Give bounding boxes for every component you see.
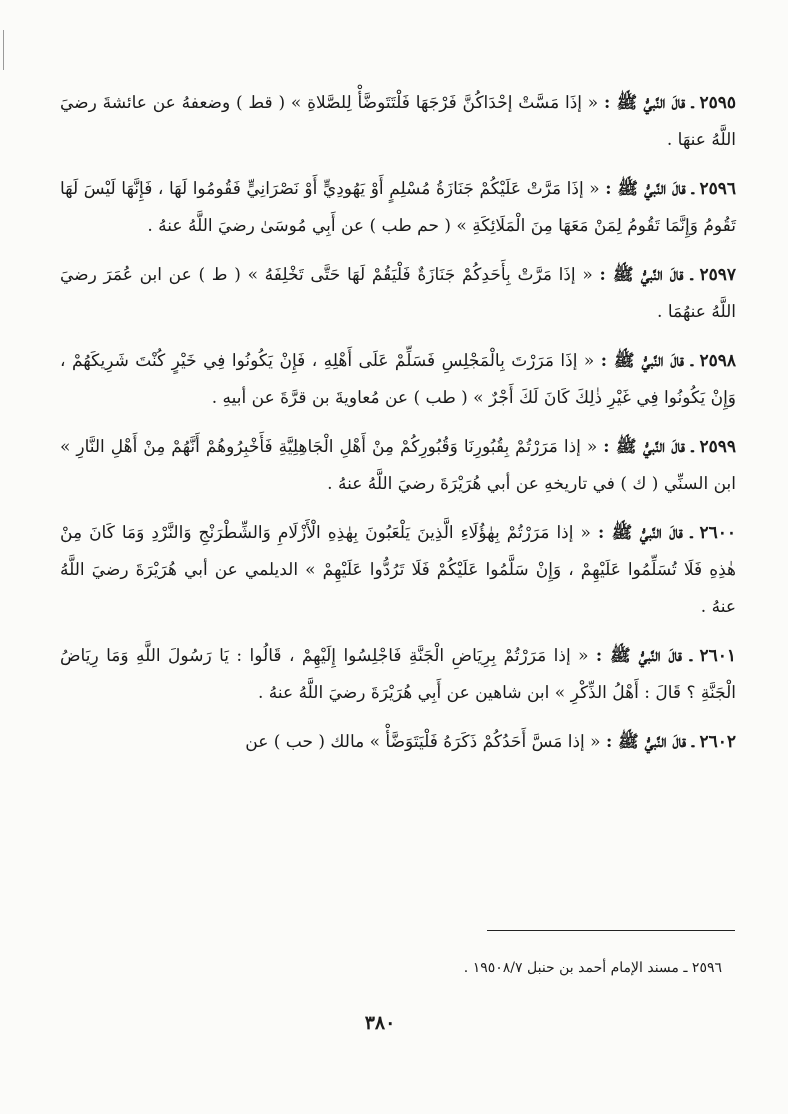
hadith-text: « إذَا مَرَّتْ بِأَحَدِكُمْ جَنَازَةٌ فَلْيَقُمْ لَهَا حَتَّى تَخْلِفَهُ » ( ط ) عن ابن عُمَرَ رضيَ اللَّهُ عنهُمَا .: [60, 265, 736, 322]
hadith-lead: ـ قالَ النَّبيُّ ﷺ :: [604, 93, 694, 113]
hadith-number: ٢٥٩٩: [699, 437, 736, 457]
hadith-2601: [60, 638, 736, 712]
scan-edge-mark: [3, 30, 4, 70]
hadith-text: « إذَا مَرَرْتَ بِالْمَجْلِسِ فَسَلِّمْ عَلَى أَهْلِهِ ، فَإِنْ يَكُونُوا فِي خَيْرٍ كُنْتَ شَرِيكَهُمْ ، وَإِنْ يَكُونُوا فِي غَيْرِ ذٰلِكَ كَانَ لَكَ أَجْرٌ » ( طب ) عن مُعاويةَ بن قرَّةَ عن أبيهِ .: [60, 351, 736, 408]
hadith-2597: [60, 257, 736, 331]
hadith-text: « إذَا مَسَّتْ إحْدَاكُنَّ فَرْجَهَا فَلْتَتَوضَّأْ لِلصَّلاةِ » ( قط ) وضعفهُ عن عائشةَ رضيَ اللَّهُ عنهَا .: [60, 93, 736, 150]
hadith-number: ٢٥٩٧: [699, 265, 737, 285]
hadith-2598: [60, 343, 736, 417]
hadith-2595: [60, 85, 736, 159]
hadith-number: ٢٥٩٨: [699, 351, 736, 371]
hadith-text: « إذا مَرَرْتُمْ بِقُبُورِنَا وَقُبُورِكُمْ مِنْ أَهْلِ الْجَاهِلِيَّةِ فَأَخْبِرُوهُمْ أَنَّهُمْ مِنْ أَهْلِ النَّارِ » ابن السنِّي ( ك ) في تاريخهِ عن أبي هُرَيْرَةَ رضيَ اللَّهُ عنهُ .: [60, 437, 736, 494]
hadith-lead: ـ قالَ النَّبيُّ ﷺ :: [605, 179, 694, 199]
page-number: ٣٨٠: [364, 1012, 396, 1034]
hadith-lead: ـ قالَ النَّبيُّ ﷺ :: [595, 646, 693, 666]
hadith-text: « إذَا مَرَّتْ عَلَيْكُمْ جَنَازَةُ مُسْلِمٍ أَوْ يَهُودِيٍّ أَوْ نَصْرَانِيٍّ فَقُومُوا لَهَا ، فَإِنَّهَا لَيْسَ لَهَا تَقُومُ وَإِنَّمَا تَقُومُ لِمَنْ مَعَهَا مِنَ الْمَلَائِكَةِ » ( حم طب ) عن أَبِي مُوسَىٰ رضيَ اللَّهُ عنهُ .: [60, 179, 736, 236]
hadith-number: ٢٥٩٦: [699, 179, 736, 199]
hadith-number: ٢٦٠٠: [699, 523, 737, 543]
hadith-number: ٢٥٩٥: [699, 93, 736, 113]
hadith-2600: [60, 515, 736, 626]
hadith-lead: ـ قالَ النَّبيُّ ﷺ :: [603, 437, 694, 457]
hadith-2599: [60, 429, 736, 503]
hadith-lead: ـ قالَ النَّبيُّ ﷺ :: [605, 732, 695, 752]
hadith-lead: ـ قالَ النَّبيُّ ﷺ :: [597, 523, 693, 543]
hadith-2596: [60, 171, 736, 245]
hadith-lead: ـ قالَ النَّبيُّ ﷺ :: [600, 351, 693, 371]
hadith-number: ٢٦٠٢: [699, 732, 736, 752]
hadith-text: « إذا مَرَرْتُمْ بِهٰؤُلَاءِ الَّذِينَ يَلْعَبُونَ بِهٰذِهِ الْأَزْلَامِ وَالشِّطْرَنْجِ وَالنَّرْدِ وَمَا كَانَ مِنْ هٰذِهِ فَلَا تُسَلِّمُوا عَلَيْهِمْ ، وَإِنْ سَلَّمُوا عَلَيْكُمْ فَلَا تَرُدُّوا عَلَيْهِمْ » الديلمي عن أبي هُرَيْرَةَ رضيَ اللَّهُ عنهُ .: [60, 523, 736, 617]
page-body: [60, 85, 736, 773]
hadith-text: « إذا مَرَرْتُمْ بِرِيَاضِ الْجَنَّةِ فَاجْلِسُوا إِلَيْهِمْ ، قَالُوا : يَا رَسُولَ اللَّهِ وَمَا رِيَاضُ الْجَنَّةِ ؟ قَالَ : أَهْلُ الذِّكْرِ » ابن شاهين عن أَبِي هُرَيْرَةَ رضيَ اللَّهُ عنهُ .: [60, 646, 736, 703]
hadith-2602: [60, 724, 736, 761]
footnote: ٢٥٩٦ ـ مسند الإمام أحمد بن حنبل ١٩٥٠٨/٧ .: [463, 960, 722, 976]
hadith-number: ٢٦٠١: [699, 646, 736, 666]
hadith-lead: ـ قالَ النَّبيُّ ﷺ :: [599, 265, 693, 285]
hadith-text: « إذا مَسَّ أَحَدُكُمْ ذَكَرَهُ فَلْيَتَوَضَّأْ » مالك ( حب ) عن: [245, 732, 601, 752]
footnote-divider: [487, 930, 735, 931]
